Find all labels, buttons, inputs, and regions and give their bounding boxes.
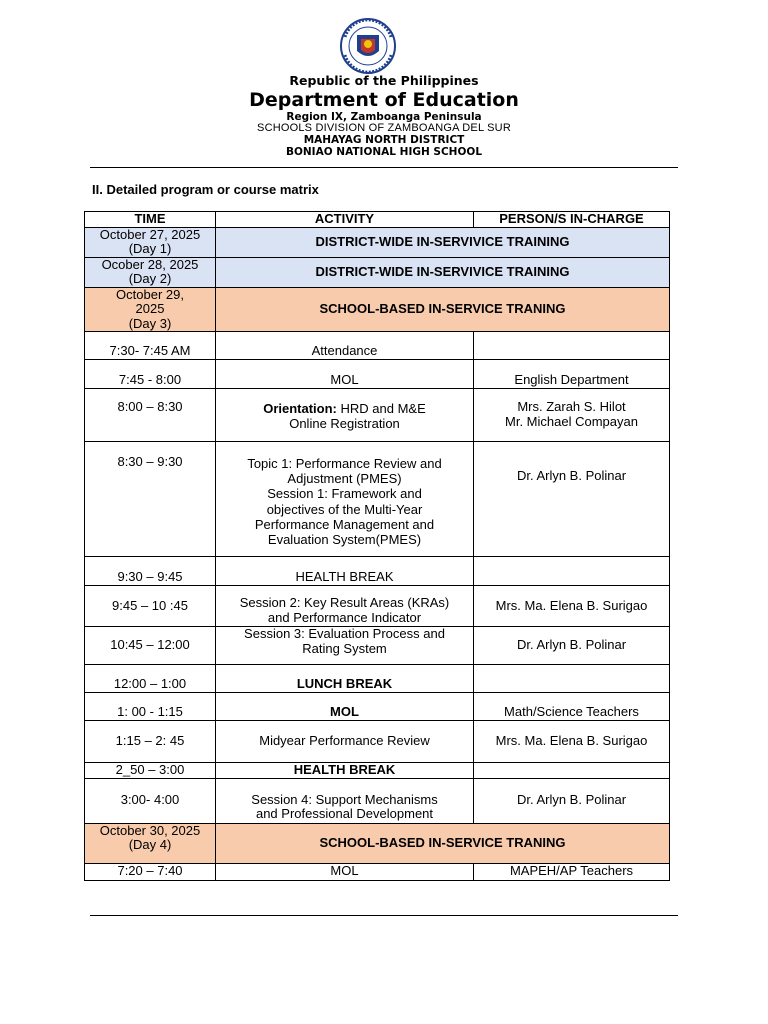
person-cell: Math/Science Teachers	[474, 693, 670, 721]
section-title: II. Detailed program or course matrix	[92, 182, 319, 197]
header-school: BONIAO NATIONAL HIGH SCHOOL	[285, 146, 483, 158]
table-row	[85, 693, 670, 721]
time-cell: 8:00 – 8:30	[85, 389, 216, 442]
header-region: Region IX, Zamboanga Peninsula	[286, 111, 482, 123]
time-cell: 1: 00 - 1:15	[85, 693, 216, 721]
time-cell: 2_50 – 3:00	[85, 763, 216, 779]
column-header-person: PERSON/S IN-CHARGE	[474, 212, 670, 228]
time-cell: 8:30 – 9:30	[85, 442, 216, 557]
day1-activity: DISTRICT-WIDE IN-SERVIVICE TRAINING	[216, 227, 670, 257]
day4-row	[85, 823, 670, 863]
header-district: MAHAYAG NORTH DISTRICT	[303, 134, 465, 146]
day3-row	[85, 287, 670, 332]
time-cell: 9:45 – 10 :45	[85, 586, 216, 627]
column-header-activity: ACTIVITY	[216, 212, 474, 228]
day3-activity: SCHOOL-BASED IN-SERVICE TRANING	[216, 287, 670, 332]
activity-cell: Session 2: Key Result Areas (KRAs) and Performance Indicator	[216, 586, 474, 627]
person-cell	[474, 763, 670, 779]
table-row	[85, 721, 670, 763]
person-cell	[474, 332, 670, 360]
day3-date-cell: October 29, 2025 (Day 3)	[85, 287, 216, 332]
time-cell: 7:45 - 8:00	[85, 360, 216, 389]
program-matrix-table	[84, 211, 670, 881]
activity-cell: Session 4: Support Mechanisms and Professional Development	[216, 778, 474, 823]
day2-activity: DISTRICT-WIDE IN-SERVIVICE TRAINING	[216, 257, 670, 287]
time-cell: 9:30 – 9:45	[85, 557, 216, 586]
day1-row	[85, 227, 670, 257]
time-cell: 3:00- 4:00	[85, 778, 216, 823]
header-division: SCHOOLS DIVISION OF ZAMBOANGA DEL SUR	[257, 122, 511, 134]
activity-cell: LUNCH BREAK	[216, 665, 474, 693]
time-cell: 12:00 – 1:00	[85, 665, 216, 693]
table-row	[85, 627, 670, 665]
time-cell: 7:30- 7:45 AM	[85, 332, 216, 360]
day1-date-cell: October 27, 2025 (Day 1)	[85, 227, 216, 257]
table-row	[85, 763, 670, 779]
activity-cell: Orientation: HRD and M&E Online Registration	[216, 389, 474, 442]
table-row	[85, 665, 670, 693]
time-cell: 7:20 – 7:40	[85, 863, 216, 880]
day2-row	[85, 257, 670, 287]
time-cell: 1:15 – 2: 45	[85, 721, 216, 763]
table-row	[85, 863, 670, 880]
person-cell: English Department	[474, 360, 670, 389]
activity-cell: Midyear Performance Review	[216, 721, 474, 763]
header-republic: Republic of the Philippines	[289, 73, 479, 88]
column-header-time: TIME	[85, 212, 216, 228]
activity-cell: MOL	[216, 693, 474, 721]
deped-seal-logo	[333, 17, 403, 75]
person-cell: Dr. Arlyn B. Polinar	[474, 778, 670, 823]
person-cell: Dr. Arlyn B. Polinar	[474, 627, 670, 665]
activity-cell: MOL	[216, 863, 474, 880]
person-cell: Dr. Arlyn B. Polinar	[474, 442, 670, 557]
table-row	[85, 389, 670, 442]
day2-date-cell: Ocober 28, 2025 (Day 2)	[85, 257, 216, 287]
table-row	[85, 586, 670, 627]
activity-cell: MOL	[216, 360, 474, 389]
table-row	[85, 360, 670, 389]
person-cell: Mrs. Zarah S. Hilot Mr. Michael Compayan	[474, 389, 670, 442]
footer-divider	[90, 915, 678, 916]
activity-cell: Topic 1: Performance Review and Adjustment (PMES) Session 1: Framework and objectives of the Multi-Year Performance Management and Evaluation System(PMES)	[216, 442, 474, 557]
table-row	[85, 778, 670, 823]
person-cell	[474, 665, 670, 693]
time-cell: 10:45 – 12:00	[85, 627, 216, 665]
day4-activity: SCHOOL-BASED IN-SERVICE TRANING	[216, 823, 670, 863]
day4-date-cell: October 30, 2025 (Day 4)	[85, 823, 216, 863]
header-divider	[90, 167, 678, 168]
activity-cell: HEALTH BREAK	[216, 557, 474, 586]
person-cell: MAPEH/AP Teachers	[474, 863, 670, 880]
table-header-row	[85, 212, 670, 228]
person-cell	[474, 557, 670, 586]
activity-cell: HEALTH BREAK	[216, 763, 474, 779]
person-cell: Mrs. Ma. Elena B. Surigao	[474, 721, 670, 763]
table-row	[85, 332, 670, 360]
table-row	[85, 557, 670, 586]
table-row	[85, 442, 670, 557]
activity-cell: Attendance	[216, 332, 474, 360]
person-cell: Mrs. Ma. Elena B. Surigao	[474, 586, 670, 627]
header-department: Department of Education	[249, 89, 519, 111]
activity-cell: Session 3: Evaluation Process and Rating System	[216, 627, 474, 665]
